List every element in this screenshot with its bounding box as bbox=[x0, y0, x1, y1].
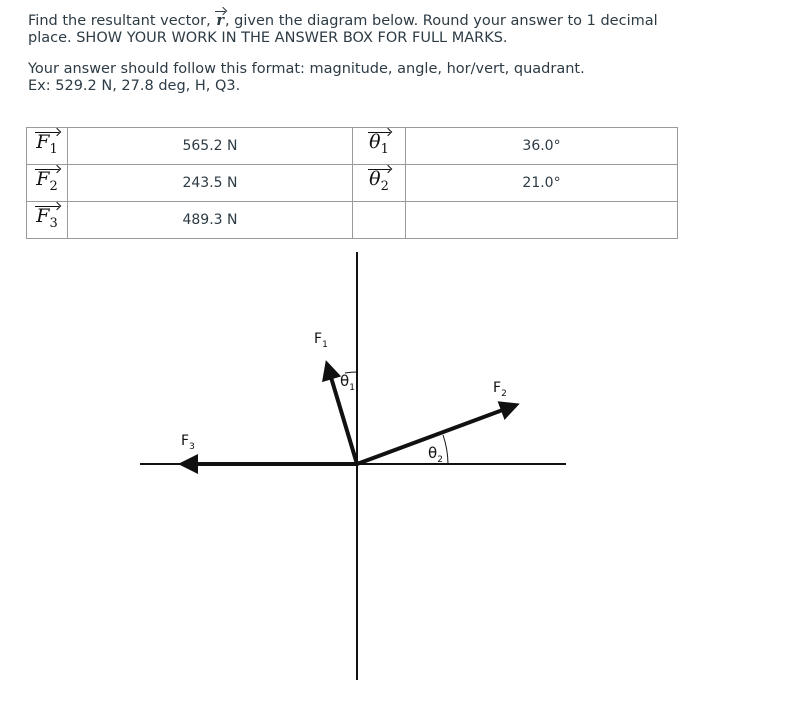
angle-value-cell: 36.0° bbox=[406, 128, 678, 165]
f3-label: $F_3$ bbox=[181, 433, 195, 452]
force-symbol-cell: $F_1$ bbox=[27, 128, 68, 165]
theta2-label: $\theta_2$ bbox=[428, 444, 443, 465]
force-magnitude-cell: 489.3 N bbox=[68, 202, 353, 239]
empty-cell bbox=[406, 202, 678, 239]
resultant-vector-symbol: r bbox=[216, 12, 224, 29]
format-example: Ex: 529.2 N, 27.8 deg, H, Q3. bbox=[28, 78, 241, 94]
theta1-label: $\theta_1$ bbox=[340, 372, 355, 393]
question-prompt bbox=[28, 12, 678, 95]
theta2-arc bbox=[443, 435, 448, 464]
table-row bbox=[27, 165, 678, 202]
force-table bbox=[26, 127, 678, 239]
f1-label: $F_1$ bbox=[314, 331, 328, 350]
table-row bbox=[27, 128, 678, 165]
force-symbol-cell: $F_2$ bbox=[27, 165, 68, 202]
angle-symbol-cell: $\theta_1$ bbox=[353, 128, 406, 165]
force-diagram bbox=[0, 245, 803, 690]
table-row bbox=[27, 202, 678, 239]
empty-cell bbox=[353, 202, 406, 239]
force-magnitude-cell: 565.2 N bbox=[68, 128, 353, 165]
angle-symbol-cell: $\theta_2$ bbox=[353, 165, 406, 202]
force-symbol-cell: $F_3$ bbox=[27, 202, 68, 239]
format-instruction: Your answer should follow this format: magnitude, angle, hor/vert, quadrant. bbox=[28, 61, 585, 77]
angle-value-cell: 21.0° bbox=[406, 165, 678, 202]
question-text: Find the resultant vector, r, given the diagram below. Round your answer to 1 decimal place. SHOW YOUR WORK IN THE ANSWER BOX FOR FULL MARKS. bbox=[28, 12, 658, 46]
force-magnitude-cell: 243.5 N bbox=[68, 165, 353, 202]
f2-label: $F_2$ bbox=[493, 380, 507, 399]
